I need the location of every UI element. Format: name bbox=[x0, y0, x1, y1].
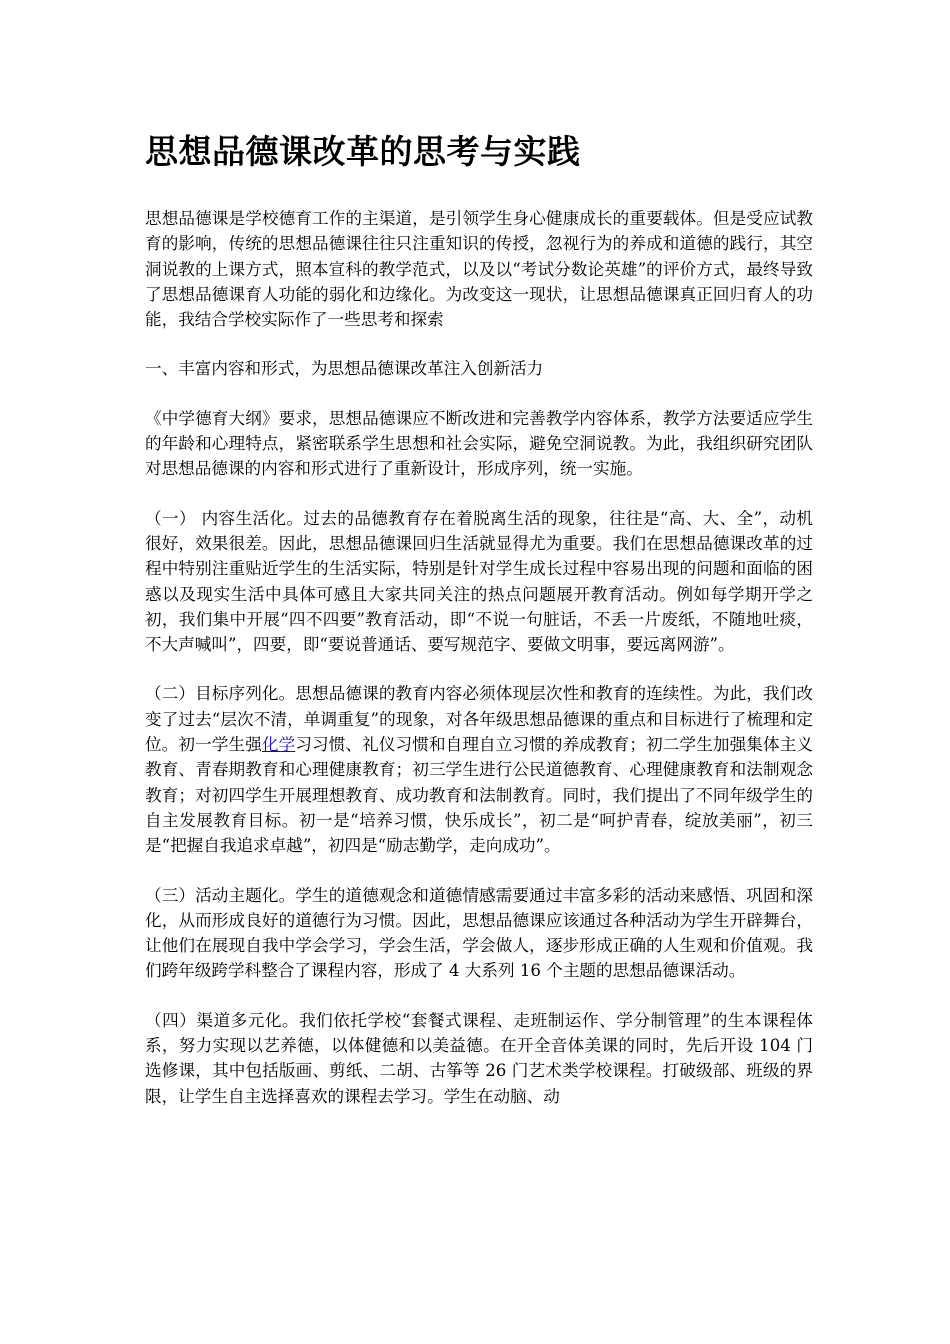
item-2-text-end: 习习惯、礼仪习惯和自理自立习惯的养成教育；初二学生加强集体主义教育、青春期教育和心理健康教育；初三学生进行公民道德教育、心理健康教育和法制观念教育；对初四学生开展理想教育、成功教育和法制教育。同时，我们提出了不同年级学生的自主发展教育目标。初一是“培养习惯，快乐成长”，初二是“呵护青春，绽放美丽”，初三是“把握自我追求卓越”，初四是“励志勤学，走向成功”。 bbox=[145, 735, 814, 856]
item-paragraph-4: （四）渠道多元化。我们依托学校“套餐式课程、走班制运作、学分制管理”的生本课程体系，努力实现以艺养德，以体健德和以美益德。在开全音体美课的同时，先后开设 104 门选修课，其中包括版画、剪纸、二胡、古筝等 26 门艺术类学校课程。打破级部、班级的界限，让学生自主选择喜欢的课程去学习。学生在动脑、动 bbox=[145, 1010, 813, 1106]
intro-paragraph: 思想品德课是学校德育工作的主渠道，是引领学生身心健康成长的重要载体。但是受应试教育的影响，传统的思想品德课往往只注重知识的传授，忽视行为的养成和道德的践行，其空洞说教的上课方式，照本宣科的教学范式，以及以“考试分数论英雄”的评价方式，最终导致了思想品德课育人功能的弱化和边缘化。为改变这一现状，让思想品德课真正回归育人的功能，我结合学校实际作了一些思考和探索 bbox=[145, 209, 813, 330]
page-title: 思想品德课改革的思考与实践 bbox=[145, 132, 581, 171]
item-paragraph-3: （三）活动主题化。学生的道德观念和道德情感需要通过丰富多彩的活动来感悟、巩固和深化，从而形成良好的道德行为习惯。因此，思想品德课应该通过各种活动为学生开辟舞台，让他们在展现自我中学会学习，学会生活，学会做人，逐步形成正确的人生观和价值观。我们跨年级跨学科整合了课程内容，形成了 4 大系列 16 个主题的思想品德课活动。 bbox=[145, 885, 813, 981]
section-paragraph: 《中学德育大纲》要求，思想品德课应不断改进和完善教学内容体系，教学方法要适应学生的年龄和心理特点，紧密联系学生思想和社会实际，避免空洞说教。为此，我组织研究团队对思想品德课的内容和形式进行了重新设计，形成序列，统一实施。 bbox=[145, 408, 813, 479]
item-2-text-start: （二）目标序列化。思想品德课的教育内容必须体现层次性和教育的连续性。为此，我们改变了过去“层次不清，单调重复”的现象，对各年级思想品德课的重点和目标进行了梳理和定位。初一学生强 bbox=[145, 684, 813, 755]
chemistry-link[interactable]: 化学 bbox=[261, 735, 296, 755]
item-paragraph-1: （一） 内容生活化。过去的品德教育存在着脱离生活的现象，往往是“高、大、全”，动机很好，效果很差。因此，思想品德课回归生活就显得尤为重要。我们在思想品德课改革的过程中特别注重贴近学生的生活实际，特别是针对学生成长过程中容易出现的问题和面临的困惑以及现实生活中具体可感且大家共同关注的热点问题展开教育活动。例如每学期开学之初，我们集中开展“四不四要”教育活动，即“不说一句脏话，不丢一片废纸，不随地吐痰，不大声喊叫”，四要，即“要说普通话、要写规范字、要做文明事，要远离网游”。 bbox=[145, 508, 813, 655]
document-page bbox=[145, 126, 813, 1133]
section-heading: 一、丰富内容和形式，为思想品德课改革注入创新活力 bbox=[145, 359, 544, 379]
item-paragraph-2 bbox=[145, 681, 813, 858]
